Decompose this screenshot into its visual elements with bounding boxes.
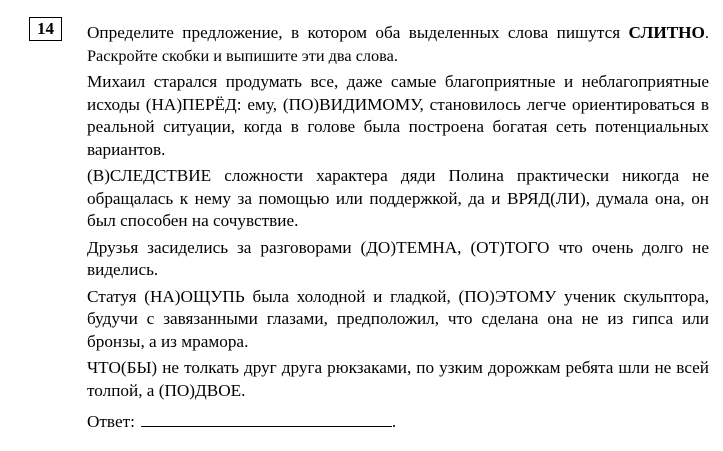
sentence-4: Статуя (НА)ОЩУПЬ была холодной и гладкой, (ПО)ЭТОМУ ученик скульптора, будучи с завязанными глазами, предположил, что сделана она не из гипса или бронзы, а из мрамора.: [87, 286, 709, 351]
answer-label: Ответ:: [87, 412, 135, 431]
sentence-5: ЧТО(БЫ) не толкать друг друга рюкзаками, по узким дорожкам ребята шли не всей толпой, а (ПО)ДВОЕ.: [87, 358, 709, 400]
instruction-text: Определите предложение, в котором оба выделенных слова пишутся: [87, 23, 621, 42]
instruction-rest: . Раскройте скобки и выпишите эти два слова.: [87, 23, 709, 65]
answer-row: [87, 411, 396, 433]
sentence-3: Друзья засиделись за разговорами (ДО)ТЕМНА, (ОТ)ТОГО что очень долго не виделись.: [87, 237, 709, 279]
sentence-1: Михаил старался продумать все, даже самые благоприятные и неблагоприятные исходы (НА)ПЕРЁД: ему, (ПО)ВИДИМОМУ, становилось легче ориентироваться в реальной ситуации, когда в голове была построена богатая сеть потенциальных вариантов.: [87, 72, 709, 159]
instruction-emphasis: СЛИТНО: [628, 23, 705, 42]
task-instruction: [87, 22, 709, 67]
task-number-box: 14: [29, 17, 62, 41]
answer-blank-field[interactable]: [141, 411, 392, 427]
task-content: [87, 22, 709, 406]
answer-end-period: .: [391, 412, 397, 431]
sentence-2: (В)СЛЕДСТВИЕ сложности характера дяди Полина практически никогда не обращалась к нему за помощью или поддержкой, да и ВРЯД(ЛИ), думала она, он был способен на сочувствие.: [87, 166, 709, 230]
